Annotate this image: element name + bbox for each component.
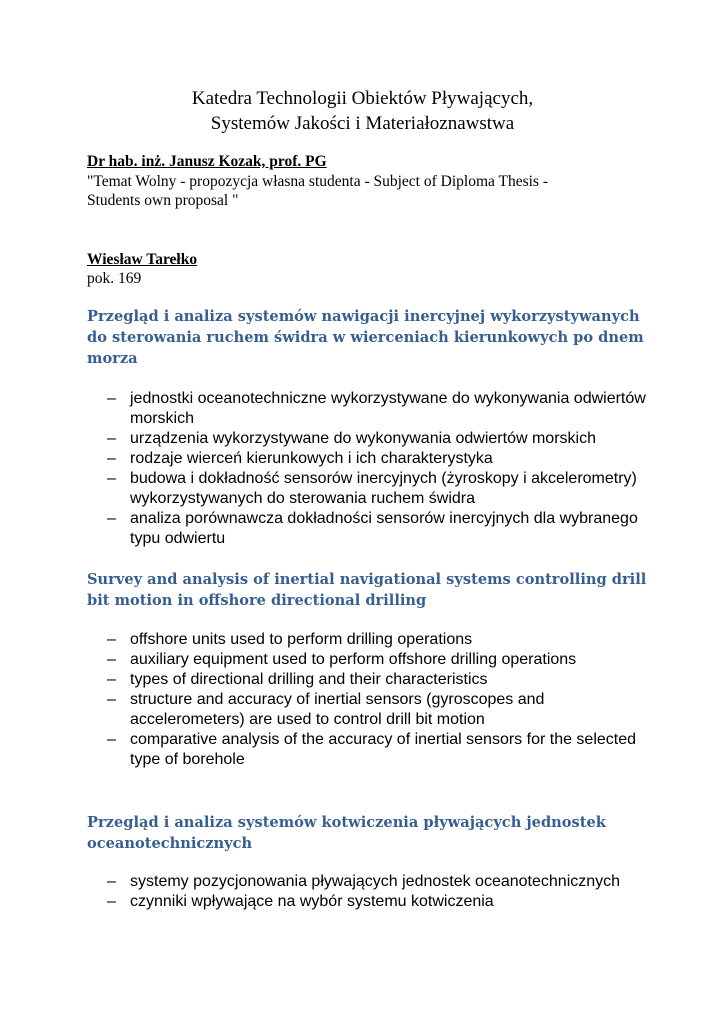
- list-item: – structure and accuracy of inertial sensors (gyroscopes and accelerometers) are used to control drill bit motion: [107, 691, 545, 728]
- bullet-dash: –: [107, 631, 116, 648]
- supervisor-name: Dr hab. inż. Janusz Kozak, prof. PG: [87, 153, 327, 170]
- list-item: – systemy pozycjonowania pływających jednostek oceanotechnicznych: [107, 873, 621, 890]
- list-item: – offshore units used to perform drilling operations: [107, 631, 473, 648]
- topic-line2: Students own proposal ": [87, 192, 239, 209]
- student-name: Wiesław Tarełko: [87, 251, 198, 268]
- list-item: – comparative analysis of the accuracy of inertial sensors for the selected type of borehole: [107, 731, 637, 768]
- bullet-dash: –: [107, 470, 116, 487]
- list-item: – budowa i dokładność sensorów inercyjnych (żyroskopy i akcelerometry) wykorzystywanych do sterowania ruchem świdra: [107, 470, 637, 507]
- bullet-dash: –: [107, 691, 116, 708]
- list-item: – auxiliary equipment used to perform offshore drilling operations: [107, 651, 577, 668]
- room-number: pok. 169: [87, 270, 142, 287]
- bullet-dash: –: [107, 671, 116, 688]
- bullet-dash: –: [107, 731, 116, 748]
- bullet-dash: –: [107, 430, 116, 447]
- bullet-dash: –: [107, 510, 116, 527]
- section-heading: Przegląd i analiza systemów nawigacji inercyjnej wykorzystywanych do sterowania ruchem świdra w wierceniach kierunkowych po dnem morza: [87, 308, 644, 367]
- list-item: – rodzaje wierceń kierunkowych i ich charakterystyka: [107, 450, 493, 467]
- section-heading: Przegląd i analiza systemów kotwiczenia pływających jednostek oceanotechnicznych: [87, 814, 606, 852]
- department-title-line1: Katedra Technologii Obiektów Pływających,: [191, 88, 534, 109]
- list-item: – czynniki wpływające na wybór systemu kotwiczenia: [107, 893, 494, 910]
- topic-line1: "Temat Wolny - propozycja własna studenta - Subject of Diploma Thesis -: [87, 173, 548, 190]
- bullet-dash: –: [107, 390, 116, 407]
- bullet-list: [107, 630, 647, 770]
- bullet-dash: –: [107, 450, 116, 467]
- list-item: – jednostki oceanotechniczne wykorzystywane do wykonywania odwiertów morskich: [107, 390, 646, 427]
- list-item: – types of directional drilling and their characteristics: [107, 671, 488, 688]
- bullet-list: [107, 389, 647, 549]
- list-item: – analiza porównawcza dokładności sensorów inercyjnych dla wybranego typu odwiertu: [107, 510, 638, 547]
- bullet-dash: –: [107, 893, 116, 910]
- bullet-dash: –: [107, 873, 116, 890]
- bullet-dash: –: [107, 651, 116, 668]
- bullet-list: [107, 872, 647, 912]
- section-heading: Survey and analysis of inertial navigational systems controlling drill bit motion in offshore directional drilling: [87, 571, 647, 609]
- list-item: – urządzenia wykorzystywane do wykonywania odwiertów morskich: [107, 430, 596, 447]
- department-title-line2: Systemów Jakości i Materiałoznawstwa: [210, 113, 515, 134]
